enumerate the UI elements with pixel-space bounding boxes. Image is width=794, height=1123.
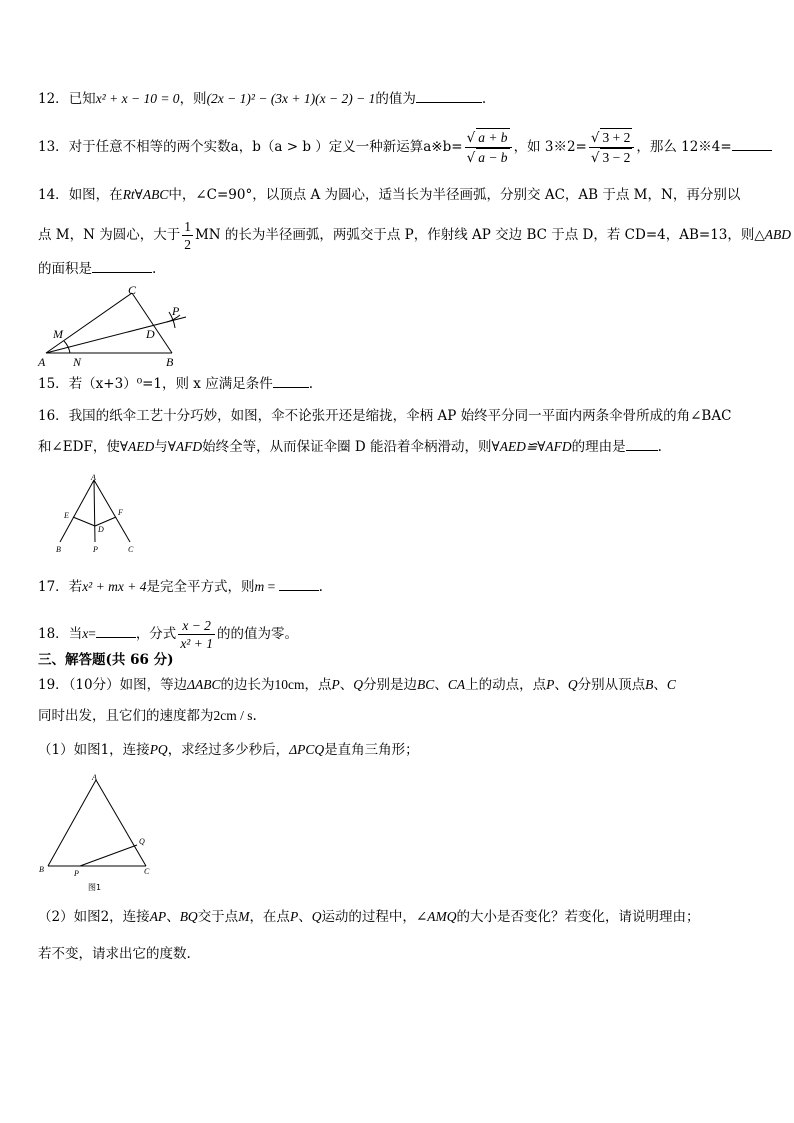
question-17 — [38, 576, 323, 597]
question-13 — [38, 128, 772, 167]
question-19-part-2-line-2 — [38, 944, 191, 964]
equation: x² + x − 10 = 0 — [95, 91, 180, 106]
label-m: M — [53, 327, 63, 341]
text: 和∠EDF，使 — [38, 439, 120, 455]
question-16-line-2 — [38, 436, 662, 457]
answer-blank[interactable] — [732, 136, 772, 151]
point-q: Q — [311, 909, 322, 924]
text: 、 — [434, 677, 448, 693]
label-f: F — [118, 508, 123, 517]
text: 我国的纸伞工艺十分巧妙，如图，伞不论张开还是缩拢，伞柄 AP 始终平分同一平面内两条伞骨所成的角∠BAC — [68, 408, 732, 424]
text: 运动的过程中， — [321, 909, 416, 925]
text: 若 — [68, 579, 83, 595]
text: 的面积是 — [38, 261, 92, 277]
answer-blank[interactable] — [416, 88, 482, 103]
question-number: 12． — [38, 91, 69, 107]
text: 若（x+3）⁰=1，则 x 应满足条件 — [68, 376, 273, 392]
answer-blank[interactable] — [96, 623, 136, 638]
question-19-part-2-line-1 — [38, 907, 700, 927]
label-d: D — [146, 327, 155, 341]
text: ，点 — [304, 677, 332, 693]
text: 、 — [298, 909, 312, 925]
text: （1）如图1，连接 — [38, 742, 150, 758]
text: 的大小是否变化？若变化，请说明理由； — [456, 909, 700, 925]
text: 同时出发，且它们的速度都为 — [38, 708, 214, 724]
text: ，在点 — [249, 909, 290, 925]
triangle: ∀AFD — [167, 439, 203, 454]
question-15 — [38, 373, 313, 394]
text: 始终全等，从而保证伞圈 D 能沿着伞柄滑动，则 — [202, 439, 492, 455]
question-19-line-2 — [38, 706, 257, 726]
triangle: Rt∀ABC — [122, 187, 169, 202]
text: 交于点 — [197, 909, 239, 925]
side-ca: CA — [447, 677, 466, 692]
speed: 2cm / s — [213, 708, 253, 723]
question-number: 17． — [38, 579, 69, 595]
text: 已知 — [68, 91, 96, 107]
text: 的理由是 — [571, 439, 626, 455]
text: 若不变，请求出它的度数. — [38, 946, 191, 962]
section-heading: 三、解答题(共 66 分) — [38, 652, 174, 668]
text: ，则 — [179, 91, 207, 107]
point-p: P — [546, 677, 555, 692]
question-number: 13． — [38, 139, 69, 155]
question-14-line-2 — [38, 218, 791, 253]
text: ，求经过多少秒后， — [167, 742, 290, 758]
length: 10cm — [274, 677, 305, 692]
text: ，分式 — [135, 626, 177, 642]
text: 是完全平方式，则 — [146, 579, 255, 595]
variable: x — [82, 626, 89, 641]
text: 点 M，N 为圆心，大于 — [38, 227, 181, 243]
question-14-line-1 — [38, 185, 740, 205]
text: MN 的长为半径画弧，两弧交于点 P，作射线 AP 交边 BC 于点 D，若 CD=4，AB=13，则 — [194, 227, 755, 243]
text: = — [264, 579, 279, 594]
triangle: ΔPCQ — [289, 742, 325, 757]
text: 中，∠C=90°，以顶点 A 为圆心，适当长为半径画弧，分别交 AC，AB 于点 M，N，再分别以 — [168, 187, 741, 203]
question-19-part-1 — [38, 740, 419, 760]
label-q: Q — [139, 837, 145, 846]
text: 的边长为 — [220, 677, 275, 693]
figure-q19 — [36, 772, 156, 894]
answer-blank[interactable] — [279, 576, 319, 591]
expression: x² + mx + 4 — [82, 579, 147, 594]
question-number: 18． — [38, 626, 69, 642]
label-p: P — [172, 304, 180, 318]
fraction: $\frac{√ a + b}{√ a - b}$ — [465, 128, 512, 167]
answer-blank[interactable] — [273, 373, 309, 388]
label-a: A — [91, 473, 96, 482]
text: 、 — [653, 677, 667, 693]
question-number: 15． — [38, 376, 69, 392]
label-c: C — [128, 283, 137, 297]
text: . — [318, 579, 323, 595]
denominator: a − b — [478, 150, 508, 165]
question-number: 14． — [38, 187, 69, 203]
numerator: 3 + 2 — [602, 130, 631, 145]
segment-bq: BQ — [179, 909, 198, 924]
label-e: E — [64, 511, 69, 520]
text: . — [657, 439, 662, 455]
vertex-b: B — [645, 677, 654, 692]
text: 如图，在 — [68, 187, 123, 203]
text: 、 — [554, 677, 568, 693]
vertex-c: C — [666, 677, 676, 692]
text: ，如 3※2= — [513, 139, 587, 155]
text: 当 — [68, 626, 83, 642]
point-p: P — [331, 677, 340, 692]
denominator: 3 − 2 — [602, 150, 631, 165]
text: （10分）如图，等边 — [68, 677, 188, 693]
figure-caption: 图1 — [88, 883, 102, 892]
text: （2）如图2，连接 — [38, 909, 150, 925]
text: 、 — [166, 909, 180, 925]
question-14-line-3 — [38, 258, 156, 279]
congruence: ∀AED≌∀AFD — [491, 439, 572, 454]
expression: (2x − 1)² − (3x + 1)(x − 2) − 1 — [206, 91, 376, 106]
label-d: D — [98, 525, 104, 534]
text: ，那么 12※4= — [636, 139, 732, 155]
figure-q14 — [36, 282, 196, 370]
text: 的的值为零。 — [216, 626, 298, 642]
text: . — [152, 261, 157, 277]
text: = — [88, 626, 96, 641]
point-m: M — [238, 909, 250, 924]
point-p: P — [289, 909, 299, 924]
label-c: C — [128, 545, 134, 554]
variable: m — [254, 579, 265, 594]
point-q: Q — [353, 677, 364, 692]
question-number: 19． — [38, 677, 69, 693]
text: . — [252, 708, 257, 724]
text: 分别是边 — [363, 677, 418, 693]
text: 的值为 — [375, 91, 416, 107]
label-b: B — [39, 865, 44, 874]
text: 对于任意不相等的两个实数a，b（a > b ）定义一种新运算a※b= — [68, 139, 463, 155]
label-p: P — [93, 545, 98, 554]
fraction: $\frac{1}{2}$ — [184, 219, 191, 252]
fraction: $\frac{√ 3 + 2}{√ 3 - 2}$ — [589, 128, 634, 167]
label-a: A — [38, 355, 46, 369]
text: 是直角三角形； — [324, 742, 419, 758]
segment-ap: AP — [149, 909, 167, 924]
text: 与 — [154, 439, 168, 455]
segment-pq: PQ — [149, 742, 168, 757]
label-b: B — [56, 545, 61, 554]
question-12 — [38, 88, 486, 109]
text: 上的动点，点 — [465, 677, 547, 693]
numerator: a + b — [478, 130, 508, 145]
text: . — [308, 376, 314, 392]
label-b: B — [166, 355, 174, 369]
text: 分别从顶点 — [577, 677, 646, 693]
label-n: N — [73, 355, 82, 369]
label-c: C — [144, 867, 150, 876]
question-number: 16． — [38, 408, 69, 424]
fraction: $\frac{x - 2}{\text{x² + 1}}$ — [180, 618, 213, 651]
answer-blank[interactable] — [92, 258, 152, 273]
triangle: ∀AED — [119, 439, 155, 454]
question-19-line-1 — [38, 675, 676, 695]
point-q: Q — [567, 677, 578, 692]
triangle: ΔABC — [187, 677, 221, 692]
text: . — [481, 91, 487, 107]
label-a: A — [92, 773, 97, 782]
figure-q16 — [50, 470, 142, 556]
side-bc: BC — [417, 677, 435, 692]
question-18 — [38, 617, 298, 652]
triangle: △ABD — [754, 227, 792, 242]
label-p: P — [74, 869, 79, 878]
question-16-line-1 — [38, 406, 731, 426]
answer-blank[interactable] — [626, 436, 658, 451]
text: 、 — [339, 677, 354, 693]
angle: ∠AMQ — [415, 909, 457, 924]
